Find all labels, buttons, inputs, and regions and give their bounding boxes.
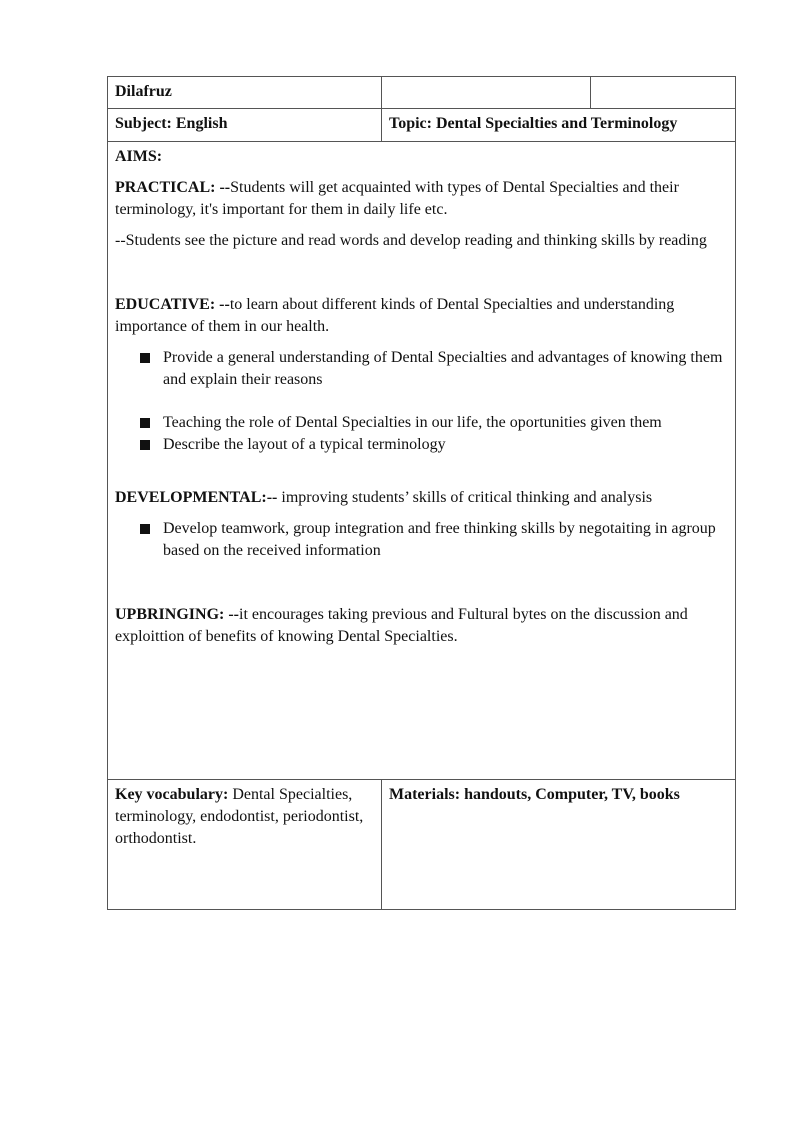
topic-cell [382,109,736,142]
header-row-2 [108,109,736,142]
developmental-paragraph [115,487,728,509]
upbringing-text: it encourages taking previous and Fultural bytes on the discussion and exploittion of benefits of knowing Dental Specialties. [115,606,688,645]
vocab-label: Key vocabulary: [115,786,229,803]
upbringing-label: UPBRINGING: -- [115,606,239,623]
practical-text: Students will get acquainted with types of Dental Specialties and their terminology, it's important for them in daily life etc. [115,179,679,218]
square-bullet-icon [140,353,150,363]
subject-cell [108,109,382,142]
developmental-list [115,518,728,562]
materials-cell [382,780,736,910]
practical-label: PRACTICAL: -- [115,179,231,196]
list-item: Provide a general understanding of Dental Specialties and advantages of knowing them and explain their reasons [115,347,728,391]
empty-cell-2 [591,77,736,109]
square-bullet-icon [140,524,150,534]
square-bullet-icon [140,418,150,428]
educative-list [115,347,728,456]
topic: Topic: Dental Specialties and Terminology [389,115,678,132]
teacher-name-cell [108,77,382,109]
vocab-text: Dental Specialties, terminology, endodontist, periodontist, orthodontist. [115,786,364,847]
educative-label: EDUCATIVE: -- [115,296,230,313]
square-bullet-icon [140,440,150,450]
aims-cell [108,142,736,780]
list-item: Develop teamwork, group integration and free thinking skills by negotaiting in agroup based on the received information [115,518,728,562]
footer-row [108,780,736,910]
educative-text: to learn about different kinds of Dental Specialties and understanding importance of them in our health. [115,296,675,335]
vocabulary-cell [108,780,382,910]
practical-paragraph-2: --Students see the picture and read words and develop reading and thinking skills by reading [115,232,707,249]
materials: Materials: handouts, Computer, TV, books [389,786,680,803]
practical-paragraph [115,177,728,221]
lesson-plan-table [107,76,736,910]
aims-heading: AIMS: [115,148,163,165]
developmental-label: DEVELOPMENTAL:-- [115,489,278,506]
header-row-1 [108,77,736,109]
list-item: Teaching the role of Dental Specialties in our life, the oportunities given them [115,412,728,434]
subject: Subject: English [115,115,228,132]
teacher-name: Dilafruz [115,83,172,100]
aims-row [108,142,736,780]
educative-paragraph [115,294,728,338]
list-item: Describe the layout of a typical terminology [115,434,728,456]
empty-cell-1 [382,77,591,109]
developmental-text: improving students’ skills of critical thinking and analysis [277,489,653,506]
upbringing-paragraph [115,604,728,648]
